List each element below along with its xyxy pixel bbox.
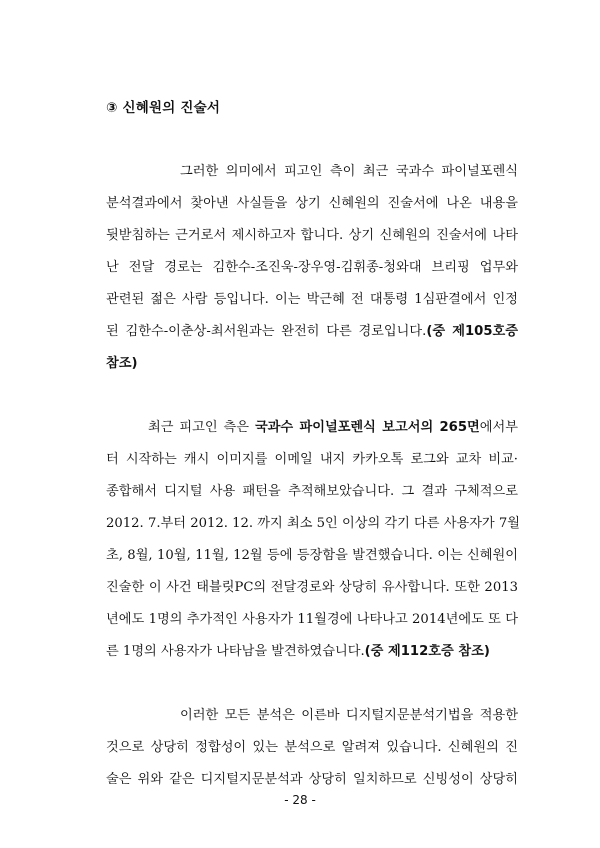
paragraph-3-line-3: 술은 위와 같은 디지털지문분석과 상당히 일치하므로 신빙성이 상당히 [106, 772, 518, 787]
paragraph-1-line-4: 난 전달 경로는 김한수-조진욱-장우영-김휘종-청와대 브리핑 업무와 [106, 260, 518, 275]
page-number: - 28 - [284, 793, 316, 807]
exhibit-ref-112: (중 제112호증 참조) [364, 644, 490, 659]
paragraph-1-line-7 [106, 356, 518, 372]
paragraph-2-line-5: 초, 8월, 10월, 11월, 12월 등에 등장함을 발견했습니다. 이는 신혜원이 [106, 548, 518, 563]
paragraph-2-line-3: 종합해서 디지털 사용 패턴을 추적해보았습니다. 그 결과 구체적으로 [106, 484, 518, 499]
paragraph-2-line-1 [148, 420, 518, 436]
paragraph-3-line-1: 이러한 모든 분석은 이른바 디지털지문분석기법을 적용한 [180, 708, 518, 723]
paragraph-2-line-4: 2012. 7.부터 2012. 12. 까지 최소 5인 이상의 각기 다른 사용자가 7월 [106, 516, 520, 531]
section-heading: ③ 신혜원의 진술서 [106, 100, 221, 116]
paragraph-1-line-1: 그러한 의미에서 피고인 측이 최근 국과수 파이널포렌식 [180, 164, 518, 179]
paragraph-2-line-1-pre: 최근 피고인 측은 [148, 420, 255, 435]
paragraph-2-line-6: 진술한 이 사건 태블릿PC의 전달경로와 상당히 유사합니다. 또한 2013 [106, 580, 518, 595]
report-page-ref: 국과수 파이널포렌식 보고서의 265면 [254, 420, 480, 435]
paragraph-2-line-7: 년에도 1명의 추가적인 사용자가 11월경에 나타나고 2014년에도 또 다 [106, 612, 518, 627]
exhibit-ref-105-cont: 참조) [106, 356, 138, 371]
exhibit-ref-105: (중 제105호증 [426, 324, 518, 339]
paragraph-2-line-2: 터 시작하는 캐시 이미지를 이메일 내지 카카오톡 로그와 교차 비교· [106, 452, 518, 467]
paragraph-3-line-2: 것으로 상당히 정합성이 있는 분석으로 알려져 있습니다. 신혜원의 진 [106, 740, 518, 755]
paragraph-1-line-5: 관련된 젊은 사람 등입니다. 이는 박근혜 전 대통령 1심판결에서 인정 [106, 292, 518, 307]
paragraph-1-line-3: 뒷받침하는 근거로서 제시하고자 합니다. 상기 신혜원의 진술서에 나타 [106, 228, 518, 243]
paragraph-1-line-6 [106, 324, 518, 340]
paragraph-2-line-8-text: 른 1명의 사용자가 나타남을 발견하였습니다. [106, 644, 365, 659]
paragraph-1-line-2: 분석결과에서 찾아낸 사실들을 상기 신혜원의 진술서에 나온 내용을 [106, 196, 518, 211]
paragraph-2-line-1-post: 에서부 [479, 420, 518, 435]
paragraph-1-line-6-text: 된 김한수-이춘상-최서원과는 완전히 다른 경로입니다. [106, 324, 427, 339]
paragraph-2-line-8 [106, 644, 518, 660]
